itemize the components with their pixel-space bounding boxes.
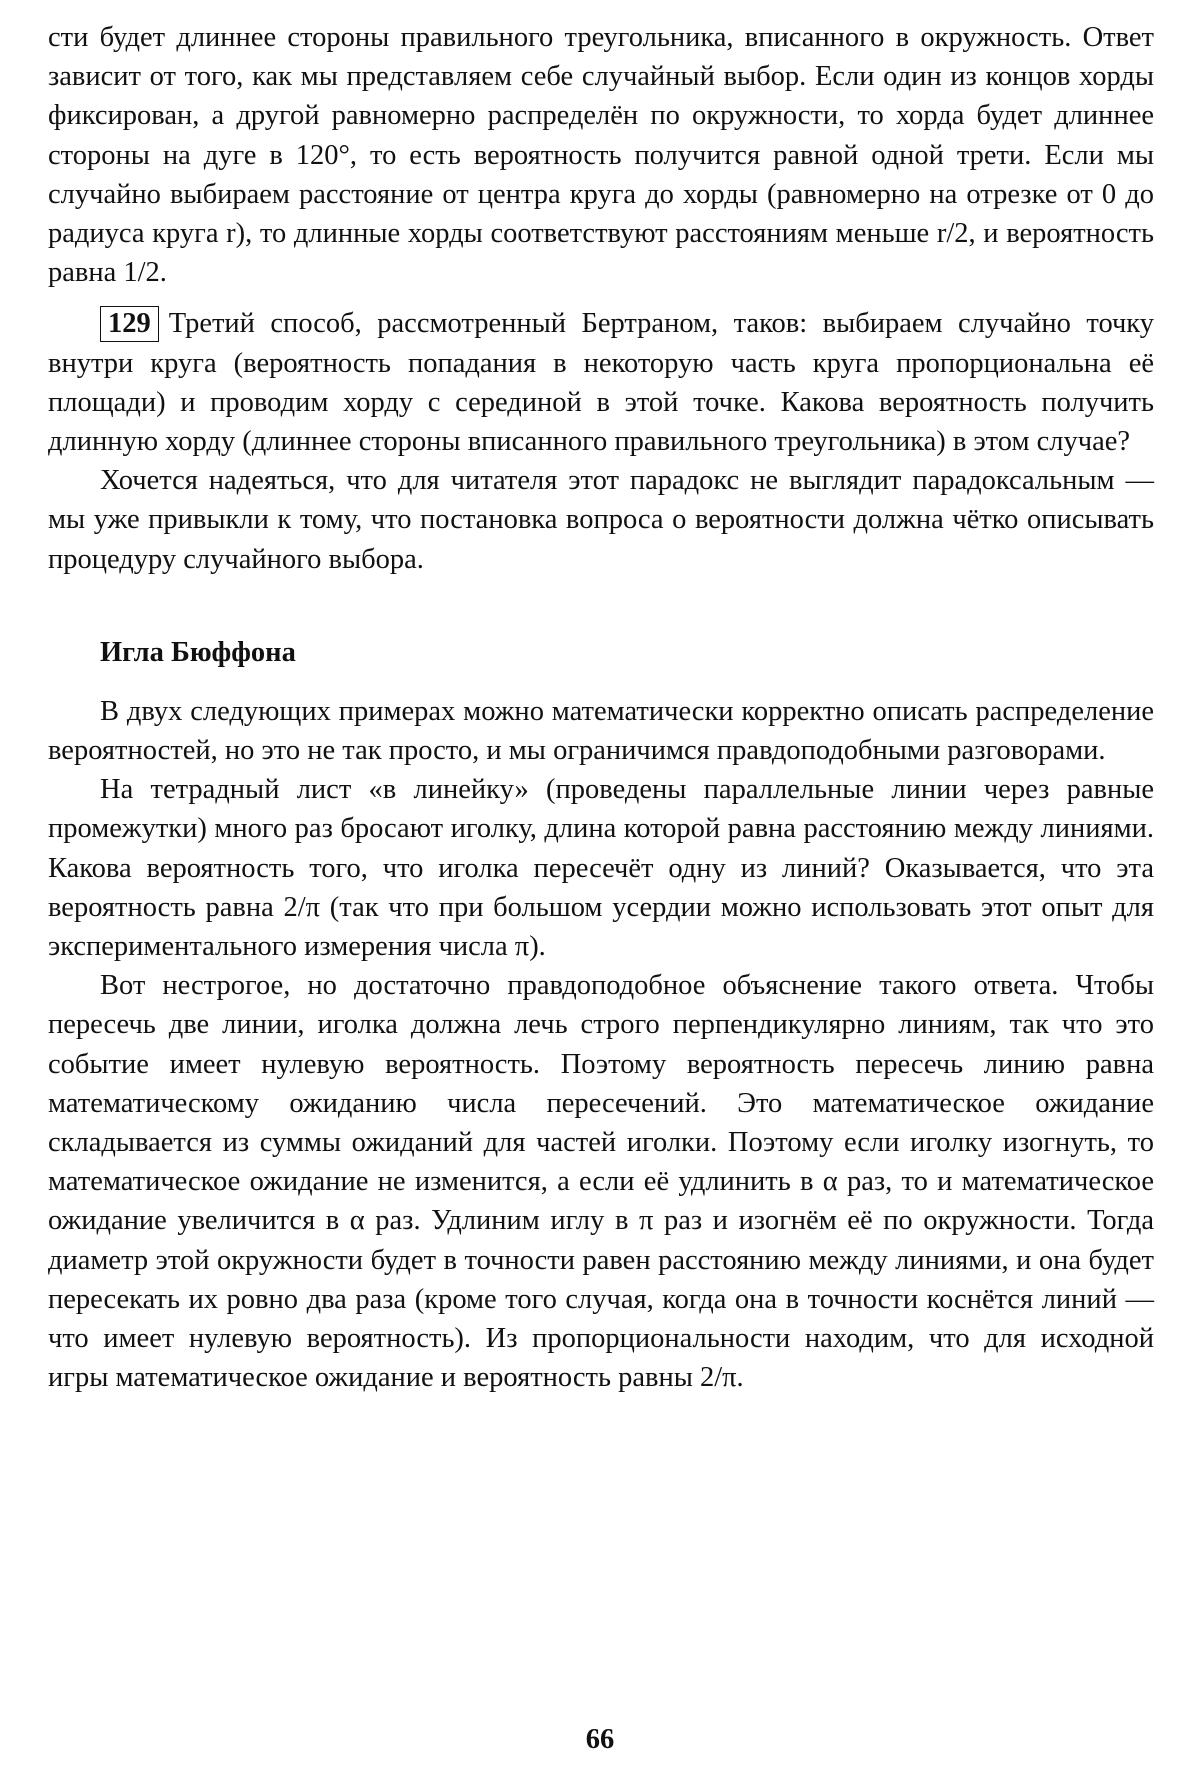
page-body xyxy=(48,18,1154,1398)
section-heading: Игла Бюффона xyxy=(100,636,296,668)
paragraph-needle-explanation: Вот нестрогое, но достаточно правдоподобное объяснение такого ответа. Чтобы пересечь две линии, иголка должна лечь строго перпендикулярно линиям, так что это событие имеет нулевую вероятность. Поэтому вероятность пересечь линию равна математическому ожиданию числа пересечений. Это математическое ожидание складывается из суммы ожиданий для частей иголки. Поэтому если иголку изогнуть, то математическое ожидание не изменится, а если её удлинить в α раз, то и математическое ожидание увеличится в α раз. Удлиним иглу в π раз и изогнём её по окружности. Тогда диаметр этой окружности будет в точности равен расстоянию между линиями, и она будет пересекать их ровно два раза (кроме того случая, когда она в точности коснётся линий — что имеет нулевую вероятность). Из пропорциональности находим, что для исходной игры математическое ожидание и вероятность равны 2/π. xyxy=(48,970,1154,1394)
paragraph-paradox-comment: Хочется надеяться, что для читателя этот парадокс не выглядит парадоксальным — мы уже привыкли к тому, что постановка вопроса о вероятности должна чётко описывать процедуру случайного выбора. xyxy=(48,465,1154,575)
problem-129-text: Третий способ, рассмотренный Бертраном, таков: выбираем случайно точку внутри круга (вероятность попадания в некоторую часть круга пропорциональна её площади) и проводим хорду с серединой в этой точке. Какова вероятность получить длинную хорду (длиннее стороны вписанного правильного треугольника) в этом случае? xyxy=(48,308,1154,458)
problem-129-paragraph xyxy=(48,304,1154,461)
problem-number-box: 129 xyxy=(100,306,159,342)
page-number: 66 xyxy=(585,1724,615,1755)
paragraph-bertrand-answers: сти будет длиннее стороны правильного треугольника, вписанного в окружность. Ответ зависит от того, как мы представляем себе случайный выбор. Если один из концов хорды фиксирован, а другой равномерно распределён по окружности, то хорда будет длиннее стороны на дуге в 120°, то есть вероятность получится равной одной трети. Если мы случайно выбираем расстояние от центра круга до хорды (равномерно на отрезке от 0 до радиуса круга r), то длинные хорды соответствуют расстояниям меньше r/2, и вероятность равна 1/2. xyxy=(48,22,1154,289)
paragraph-intro-examples: В двух следующих примерах можно математически корректно описать распределение вероятностей, но это не так просто, и мы ограничимся правдоподобными разговорами. xyxy=(48,695,1154,767)
paragraph-needle-problem: На тетрадный лист «в линейку» (проведены параллельные линии через равные промежутки) много раз бросают иголку, длина которой равна расстоянию между линиями. Какова вероятность того, что иголка пересечёт одну из линий? Оказывается, что эта вероятность равна 2/π (так что при большом усердии можно использовать этот опыт для экспериментального измерения числа π). xyxy=(48,774,1154,963)
